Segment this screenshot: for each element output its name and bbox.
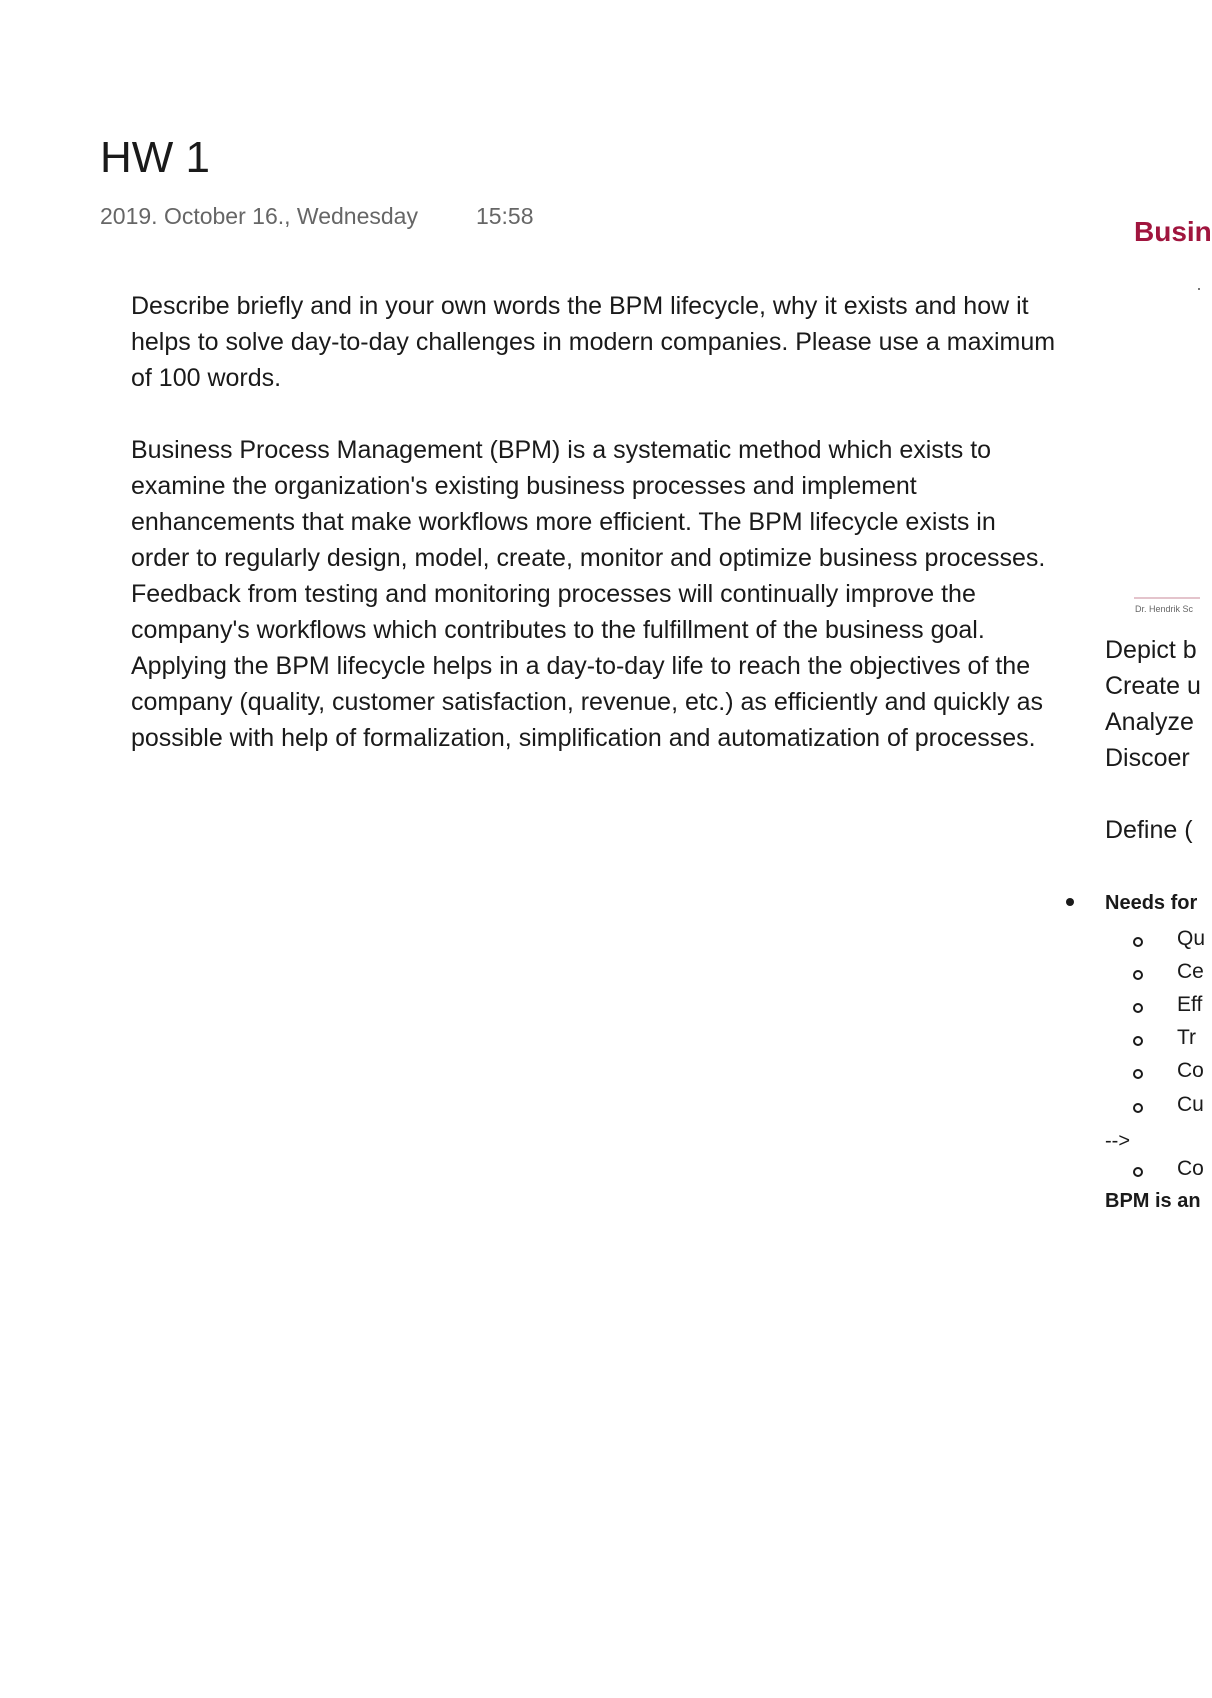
sub-bullet-icon bbox=[1133, 1003, 1143, 1013]
sub-item-2: Ce bbox=[1177, 960, 1204, 983]
sub-bullet-icon bbox=[1133, 937, 1143, 947]
note-body bbox=[131, 288, 1061, 756]
note-meta bbox=[100, 203, 534, 230]
sub-bullet-icon bbox=[1133, 970, 1143, 980]
sub-item-1: Qu bbox=[1177, 927, 1206, 950]
sub-item-4: Tr bbox=[1177, 1026, 1197, 1049]
answer-text: Business Process Management (BPM) is a systematic method which exists to examine the organization's existing business processes and implement enhancements that make workflows more efficient. The BPM lifecycle exists in order to regularly design, model, create, monitor and optimize business processes. Feedback from testing and monitoring processes will continually improve the company's workflows which contributes to the fulfillment of the business goal. Applying the BPM lifecycle helps in a day-to-day life to reach the objectives of the company (quality, customer satisfaction, revenue, etc.) as efficiently and quickly as possible with help of formalization, simplification and automatization of processes. bbox=[131, 436, 1046, 752]
right-line-4: Discoer bbox=[1105, 744, 1190, 772]
sub-item-3: Eff bbox=[1177, 993, 1203, 1016]
sub-bullet-icon bbox=[1133, 1103, 1143, 1113]
right-column-clipped bbox=[1100, 0, 1212, 1698]
slide-mark bbox=[1198, 288, 1200, 290]
needs-label: Needs for bbox=[1105, 892, 1198, 914]
bullet-icon bbox=[1066, 898, 1074, 906]
page-title: HW 1 bbox=[100, 133, 210, 182]
define-line: Define ( bbox=[1105, 816, 1193, 844]
note-date: 2019. October 16., Wednesday bbox=[100, 203, 418, 229]
right-line-3: Analyze bbox=[1105, 708, 1194, 736]
slide-footer: Dr. Hendrik Sc bbox=[1135, 604, 1194, 614]
sub-item-7: Co bbox=[1177, 1157, 1204, 1180]
sub-item-6: Cu bbox=[1177, 1093, 1204, 1116]
sub-bullet-icon bbox=[1133, 1036, 1143, 1046]
slide-title: Busin bbox=[1134, 216, 1212, 247]
arrow-line: --> bbox=[1105, 1130, 1130, 1152]
question-text: Describe briefly and in your own words the BPM lifecycle, why it exists and how it helps to solve day-to-day challenges in modern companies. Please use a maximum of 100 words. bbox=[131, 292, 1056, 392]
slide-divider bbox=[1134, 597, 1200, 599]
bpm-line: BPM is an bbox=[1105, 1190, 1201, 1212]
sub-bullet-icon bbox=[1133, 1069, 1143, 1079]
note-time: 15:58 bbox=[475, 203, 534, 229]
right-line-2: Create u bbox=[1105, 672, 1201, 700]
right-line-1: Depict b bbox=[1105, 636, 1197, 664]
sub-bullet-icon bbox=[1133, 1167, 1143, 1177]
sub-item-5: Co bbox=[1177, 1059, 1204, 1082]
